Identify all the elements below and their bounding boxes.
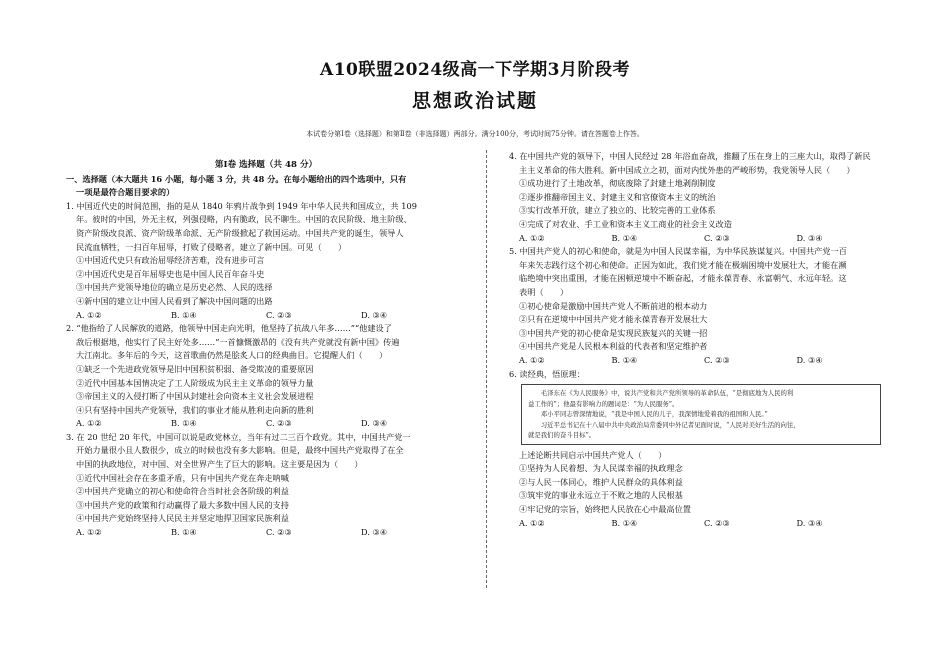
choice-b: B. ①④: [611, 517, 638, 528]
statement-option: ①缺乏一个先进政党领导是旧中国积贫积弱、备受欺凌的重要原因: [76, 363, 314, 374]
statement-option: ②中国共产党确立的初心和使命符合当时社会各阶级的利益: [76, 486, 289, 497]
answer-choices: [509, 232, 889, 246]
statement-option: ②中国近代史是百年屈辱史也是中国人民百年奋斗史: [76, 268, 265, 279]
choice-a: A. ①②: [76, 309, 102, 320]
question-stem: 表明（ ）: [519, 286, 569, 297]
question-4: [509, 150, 889, 245]
choice-c: C. ②③: [266, 418, 292, 429]
question-stem: 资产阶级改良派、资产阶级革命派、无产阶级掀起了救国运动。中国共产党的诞生，领导人: [76, 227, 404, 238]
choice-d: D. ③④: [361, 418, 388, 429]
answer-choices: [509, 517, 889, 531]
statement-option: ②近代中国基本国情决定了工人阶级成为民主主义革命的领导力量: [76, 377, 314, 388]
question-2: [66, 322, 466, 431]
question-stem: 年来矢志践行这个初心和使命。正因为如此，我们党才能在极端困境中发展壮大，才能在濒: [519, 259, 847, 270]
choice-a: A. ①②: [519, 232, 545, 243]
statement-option: ②逐步推翻帝国主义、封建主义和官僚资本主义的统治: [519, 191, 716, 202]
instruction-line-2: 一项是最符合题目要求的）: [76, 187, 175, 198]
statement-option: ③中国共产党的政策和行动赢得了最大多数中国人民的支持: [76, 499, 289, 510]
question-stem: 中国的执政地位，对中国、对全世界产生了巨大的影响。这主要是因为（ ）: [76, 459, 363, 470]
choice-b: B. ①④: [611, 354, 638, 365]
question-3: [66, 431, 466, 540]
statement-option: ①中国近代史只有政治屈辱经济苦难，没有进步可言: [76, 255, 265, 266]
question-stem: 6. 读经典，悟原理：: [509, 368, 585, 379]
statement-option: ②与人民一体同心，维护人民群众的具体利益: [519, 476, 683, 487]
question-stem: 敌后根据地，他实行了民主好处多……”一首慷慨激昂的《没有共产党就没有新中国》传遍: [76, 336, 400, 347]
choice-c: C. ②③: [266, 527, 292, 538]
statement-option: ④新中国的建立让中国人民看到了解决中国问题的出路: [76, 295, 273, 306]
question-stem: 2. “他指给了人民解放的道路，他领导中国走向光明，他坚持了抗战八年多……”“他建设了: [66, 323, 392, 334]
statement-option: ④中国共产党是人民根本利益的代表者和坚定维护者: [519, 341, 708, 352]
statement-option: ①坚持为人民着想、为人民谋幸福的执政理念: [519, 463, 683, 474]
choice-a: A. ①②: [519, 517, 545, 528]
choice-a: A. ①②: [76, 418, 102, 429]
question-stem: 5. 中国共产党人的初心和使命，就是为中国人民谋幸福，为中华民族谋复兴。中国共产党一百: [509, 246, 847, 257]
statement-option: ②只有在逆境中中国共产党才能永葆青春开发展壮大: [519, 314, 708, 325]
choice-d: D. ③④: [361, 527, 388, 538]
quote-line: 就是我们的奋斗目标”。: [528, 431, 596, 440]
statement-option: ④完成了对农业、手工业和资本主义工商业的社会主义改造: [519, 218, 732, 229]
question-stem: 民流血牺牲，一扫百年屈辱，打败了侵略者，建立了新中国。可见（ ）: [76, 241, 347, 252]
question-5: [509, 245, 889, 367]
choice-a: A. ①②: [519, 354, 545, 365]
right-column: [509, 150, 889, 530]
question-stem: 开始力量很小且人数很少，成立的时候也没有多大影响。但是，最终中国共产党取得了在全: [76, 445, 404, 456]
question-6: [509, 368, 889, 531]
question-stem: 3. 在 20 世纪 20 年代，中国可以说是政党林立，当年有过二三百个政党。其中，中国共产党一: [66, 431, 411, 442]
statement-option: ③实行改革开放，建立了独立的、比较完善的工业体系: [519, 205, 716, 216]
choice-d: D. ③④: [361, 309, 388, 320]
exam-notice: 本试卷分第Ⅰ卷（选择题）和第Ⅱ卷（非选择题）两部分。满分100分，考试时间75分钟。请在答题卷上作答。: [306, 130, 644, 138]
statement-option: ④只有坚持中国共产党领导，我们的事业才能从胜利走向新的胜利: [76, 404, 314, 415]
choice-c: C. ②③: [266, 309, 292, 320]
statement-option: ③中国共产党领导地位的确立是历史必然、人民的选择: [76, 282, 273, 293]
question-stem: 4. 在中国共产党的领导下，中国人民经过 28 年浴血奋战，推翻了压在身上的三座大山，取得了新民: [509, 151, 871, 161]
answer-choices: [66, 417, 466, 431]
exam-title: A10联盟2024级高一下学期3月阶段考: [320, 60, 630, 80]
quote-line: 益工作的”；他最有影响力的题词是：“为人民服务”。: [528, 399, 679, 408]
answer-choices: [66, 526, 466, 540]
question-stem: 大江南北。多年后的今天，这首歌曲仍然是脍炙人口的经典曲目。它提醒人们（ ）: [76, 350, 388, 361]
choice-c: C. ②③: [704, 354, 730, 365]
statement-option: ①成功进行了土地改革，彻底废除了封建土地剥削制度: [519, 178, 716, 189]
quote-line: 邓小平同志曾深情地说，“我是中国人民的儿子，我深情地爱着我的祖国和人民。”: [540, 410, 768, 419]
question-prompt: 上述论断共同启示中国共产党人（ ）: [519, 449, 667, 460]
choice-d: D. ③④: [796, 354, 823, 365]
statement-option: ①初心使命是激励中国共产党人不断前进的根本动力: [519, 300, 708, 311]
question-stem: 1. 中国近代史的时间范围，指的是从 1840 年鸦片战争到 1949 年中华人民共和国成立，共 109: [66, 200, 417, 211]
statement-option: ①近代中国社会存在多重矛盾，只有中国共产党在奔走呐喊: [76, 472, 289, 483]
instruction-line-1: 一、选择题（本大题共 16 小题，每小题 3 分，共 48 分。在每小题给出的四个选项中，只有: [66, 173, 407, 184]
choice-a: A. ①②: [76, 527, 102, 538]
answer-choices: [66, 309, 466, 323]
choice-b: B. ①④: [611, 232, 638, 243]
statement-option: ③帝国主义的入侵打断了中国从封建社会向资本主义社会发展进程: [76, 391, 314, 402]
left-column: [66, 150, 466, 540]
exam-subject: 思想政治试题: [411, 90, 538, 112]
quote-line: 习近平总书记在十八届中共中央政治局常委同中外记者见面时说，“人民对美好生活的向往，: [540, 420, 800, 429]
column-divider: [486, 150, 487, 588]
choice-d: D. ③④: [796, 517, 823, 528]
statement-option: ④牢记党的宗旨，始终把人民放在心中最高位置: [519, 503, 691, 514]
choice-d: D. ③④: [796, 232, 823, 243]
question-stem: 主主义革命的伟大胜利。新中国成立之初，面对内忧外患的严峻形势，我党领导人民（ ）: [519, 164, 855, 175]
statement-option: ③中国共产党的初心使命是实现民族复兴的关键一招: [519, 327, 708, 338]
question-1: [66, 200, 466, 322]
statement-option: ④中国共产党始终坚持人民民主并坚定地捍卫国家民族利益: [76, 513, 289, 524]
question-stem: 临绝境中突出重围，才能在困顿逆境中不断奋起，才能永葆青春、永富朝气、永远年轻。这: [519, 273, 847, 284]
quote-box: [521, 384, 881, 445]
choice-b: B. ①④: [171, 309, 197, 320]
statement-option: ③筑牢党的事业永远立于不败之地的人民根基: [519, 490, 683, 501]
section-title: 第Ⅰ卷 选择题（共 48 分）: [214, 160, 318, 170]
choice-c: C. ②③: [704, 517, 730, 528]
choice-b: B. ①④: [171, 418, 197, 429]
question-stem: 年。彼时的中国，外无主权，列强侵略，内有脆政，民不聊生。中国的农民阶级、地主阶级、: [76, 214, 412, 225]
quote-line: 毛泽东在《为人民服务》中，说共产党和共产党所领导的革命队伍，“是彻底地为人民的利: [540, 389, 794, 398]
choice-c: C. ②③: [704, 232, 730, 243]
answer-choices: [509, 354, 889, 368]
choice-b: B. ①④: [171, 527, 197, 538]
